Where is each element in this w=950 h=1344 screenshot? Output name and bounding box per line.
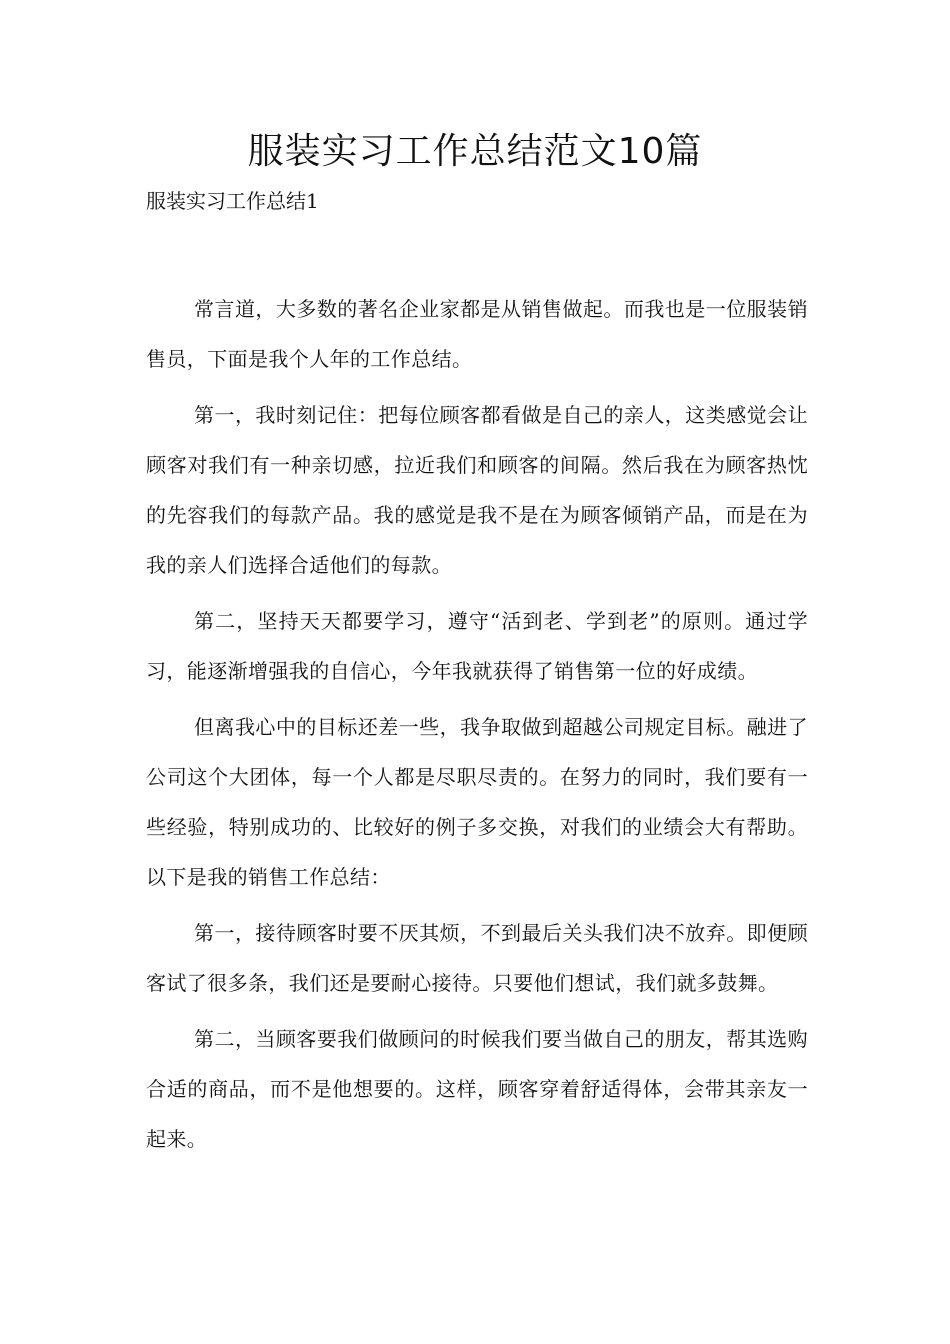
document-title: 服装实习工作总结范文10篇 [247,131,703,172]
paragraph-1: 常言道，大多数的著名企业家都是从销售做起。而我也是一位服装销售员，下面是我个人年的工作总结。 [146,297,808,371]
paragraph-2: 第一，我时刻记住：把每位顾客都看做是自己的亲人，这类感觉会让顾客对我们有一种亲切感，拉近我们和顾客的间隔。然后我在为顾客热忱的先容我们的每款产品。我的感觉是我不是在为顾客倾销产品，而是在为我的亲人们选择合适他们的每款。 [146,403,808,577]
paragraph-3: 第二，坚持天天都要学习，遵守“活到老、学到老”的原则。通过学习，能逐渐增强我的自信心，今年我就获得了销售第一位的好成绩。 [146,609,808,683]
paragraph-4: 但离我心中的目标还差一些，我争取做到超越公司规定目标。融进了公司这个大团体，每一个人都是尽职尽责的。在努力的同时，我们要有一些经验，特别成功的、比较好的例子多交换，对我们的业绩会大有帮助。以下是我的销售工作总结： [146,715,808,889]
paragraph-5: 第一，接待顾客时要不厌其烦，不到最后关头我们决不放弃。即便顾客试了很多条，我们还是要耐心接待。只要他们想试，我们就多鼓舞。 [146,921,808,995]
paragraph-6: 第二，当顾客要我们做顾问的时候我们要当做自己的朋友，帮其选购合适的商品，而不是他想要的。这样，顾客穿着舒适得体，会带其亲友一起来。 [146,1027,808,1151]
section-heading: 服装实习工作总结1 [146,189,319,213]
document-body [146,284,808,1170]
